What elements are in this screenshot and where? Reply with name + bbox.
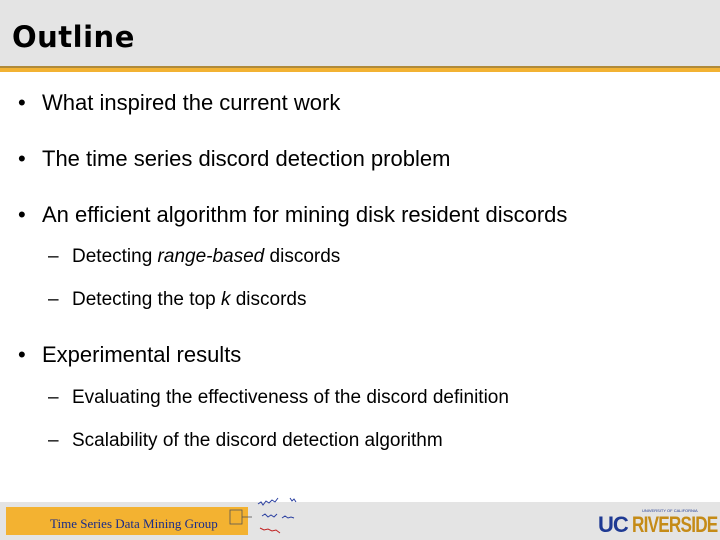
sub-bullet-text: Detecting the top xyxy=(72,289,221,310)
sub-bullet-text: Evaluating the effectiveness of the discord definition xyxy=(72,387,509,408)
dash-symbol: – xyxy=(48,289,59,310)
group-name: Time Series Data Mining Group xyxy=(50,516,218,531)
outline-list xyxy=(0,72,720,502)
logo-uc-text: UC xyxy=(598,512,628,537)
sub-bullet-text: Scalability of the discord detection algorithm xyxy=(72,430,443,451)
sub-bullet-text: discords xyxy=(264,246,341,267)
bullet-item xyxy=(18,90,340,116)
sub-bullet-text: Detecting xyxy=(72,246,158,267)
sub-bullet-item xyxy=(48,289,306,311)
dash-symbol: – xyxy=(48,387,59,408)
bullet-text: The time series discord detection problem xyxy=(42,146,451,171)
bullet-symbol: • xyxy=(18,342,26,367)
bullet-item xyxy=(18,146,450,172)
title-bar xyxy=(0,0,720,66)
bullet-symbol: • xyxy=(18,146,26,171)
sub-bullet-item xyxy=(48,387,509,409)
sub-bullet-item xyxy=(48,246,340,268)
bullet-item xyxy=(18,342,241,368)
time-series-scribble-icon xyxy=(228,488,308,538)
sub-bullet-text: discords xyxy=(230,289,307,310)
sub-bullet-italic: range-based xyxy=(157,246,265,267)
bullet-symbol: • xyxy=(18,90,26,115)
logo-small-text: UNIVERSITY OF CALIFORNIA xyxy=(642,508,698,513)
dash-symbol: – xyxy=(48,246,59,267)
bullet-symbol: • xyxy=(18,202,26,227)
slide-title: Outline xyxy=(12,20,135,54)
sub-bullet-item xyxy=(48,430,443,452)
bullet-text: An efficient algorithm for mining disk resident discords xyxy=(42,202,568,227)
logo-riverside-text: RIVERSIDE xyxy=(632,512,718,537)
bullet-text: What inspired the current work xyxy=(42,90,341,115)
dash-symbol: – xyxy=(48,430,59,451)
sub-bullet-italic: k xyxy=(220,289,231,310)
bullet-item xyxy=(18,202,567,228)
bullet-text: Experimental results xyxy=(42,342,242,367)
